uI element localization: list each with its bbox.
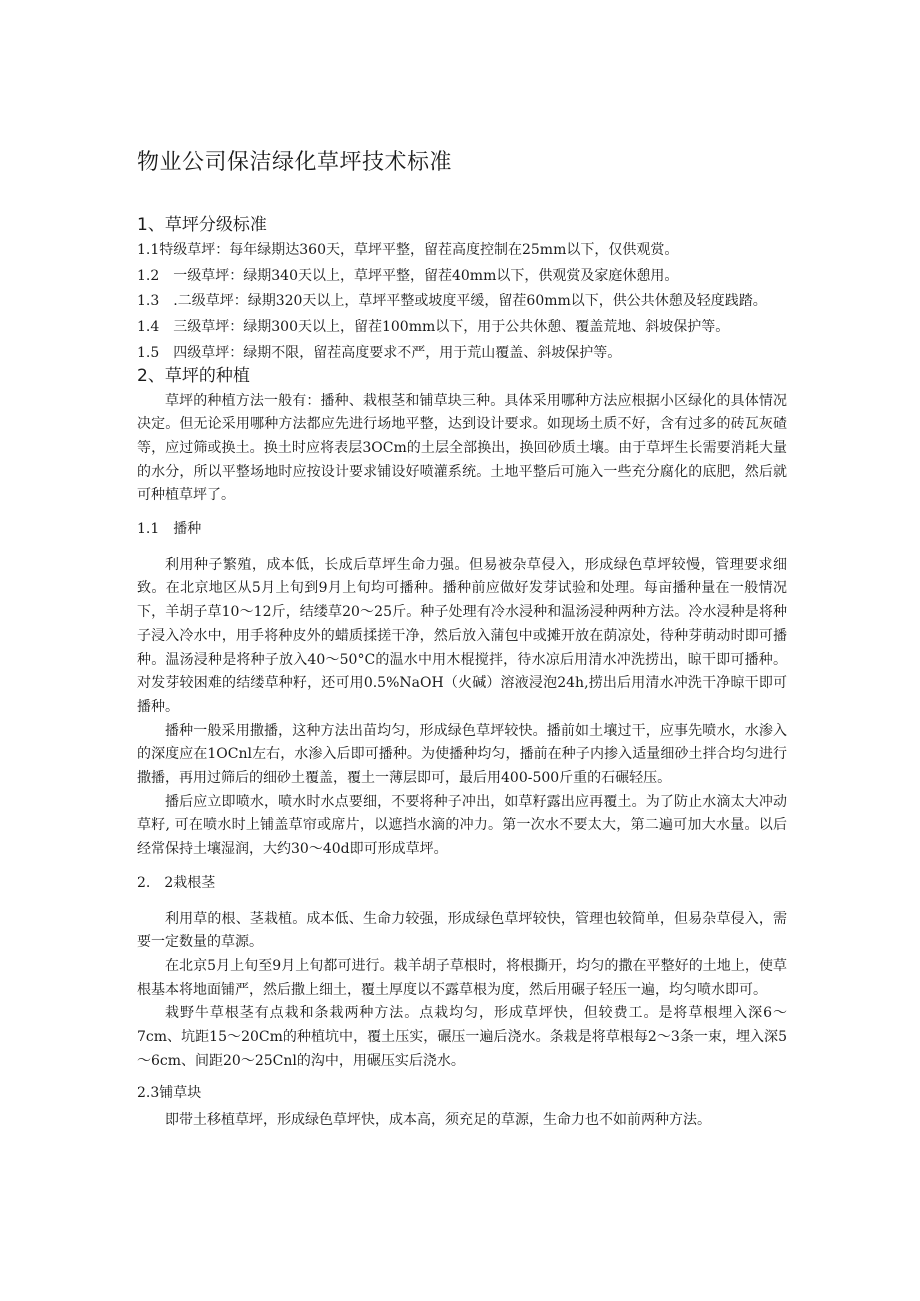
grade-item: 1.3 .二级草坪：绿期320天以上，草坪平整或坡度平缓，留茬60mm以下，供公共休憩及轻度践踏。 (137, 293, 767, 310)
rhizome-paragraph: 利用草的根、茎栽植。成本低、生命力较强，形成绿色草坪较快，管理也较简单，但易杂草侵入，需要一定数量的草源。 (137, 910, 787, 951)
subsection-heading-sod: 2.3铺草块 (137, 1084, 202, 1101)
grade-item: 1.1特级草坪：每年绿期达360天，草坪平整，留茬高度控制在25mm以下，仅供观赏。 (137, 242, 679, 258)
sod-paragraph: 即带土移植草坪，形成绿色草坪快，成本高，须充足的草源，生命力也不如前两种方法。 (165, 1112, 711, 1129)
subsection-heading-seeding: 1.1 播种 (137, 521, 202, 538)
document-title: 物业公司保洁绿化草坪技术标准 (137, 150, 453, 175)
planting-intro-paragraph: 草坪的种植方法一般有：播种、栽根茎和铺草块三种。具体采用哪种方法应根据小区绿化的具体情况决定。但无论采用哪种方法都应先进行场地平整，达到设计要求。如现场土质不好，含有过多的砖瓦灰碴等，应过筛或换土。换土时应将表层3OCm的土层全部换出，换回砂质土壤。由于草坪生长需要消耗大量的水分，所以平整场地时应按设计要求铺设好喷灌系统。土地平整后可施入一些充分腐化的底肥，然后就可种植草坪了。 (137, 392, 787, 504)
rhizome-paragraph: 栽野牛草根茎有点栽和条栽两种方法。点栽均匀，形成草坪快，但较费工。是将草根埋入深6～7cm、坑距15～20Cm的种植坑中，覆土压实，碾压一遍后浇水。条栽是将草根每2～3条一束，埋入深5～6cm、间距20～25Cnl的沟中，用碾压实后浇水。 (137, 1005, 787, 1069)
rhizome-paragraph: 在北京5月上旬至9月上旬都可进行。栽羊胡子草根时，将根撕开，均匀的撒在平整好的土地上，使草根基本将地面铺严，然后撒上细土，覆土厚度以不露草根为度，然后用碾子轻压一遍，均匀喷水即可。 (137, 957, 787, 998)
subsection-heading-rhizome: 2. 2栽根茎 (137, 874, 216, 891)
grade-item: 1.5 四级草坪：绿期不限，留茬高度要求不严，用于荒山覆盖、斜坡保护等。 (137, 344, 622, 361)
grade-item: 1.2 一级草坪：绿期340天以上，草坪平整，留茬40mm以下，供观赏及家庭休憩用。 (137, 267, 679, 284)
section-heading-planting: 2、草坪的种植 (137, 365, 250, 386)
seeding-paragraph: 播种一般采用撒播，这种方法出苗均匀，形成绿色草坪较快。播前如土壤过干，应事先喷水，水渗入的深度应在1OCnl左右，水渗入后即可播种。为使播种均匀，播前在种子内掺入适量细砂土拌合均匀进行撒播，再用过筛后的细砂土覆盖，覆土一薄层即可，最后用400-500斤重的石碾轻压。 (137, 722, 787, 787)
grade-item: 1.4 三级草坪：绿期300天以上，留茬100mm以下，用于公共休憩、覆盖荒地、斜坡保护等。 (137, 319, 730, 336)
seeding-paragraph: 利用种子繁殖，成本低，长成后草坪生命力强。但易被杂草侵入，形成绿色草坪较慢，管理要求细致。在北京地区从5月上旬到9月上旬均可播种。播种前应做好发芽试验和处理。每亩播种量在一般情况下，羊胡子草10～12斤，结缕草20～25斤。种子处理有冷水浸种和温汤浸种两种方法。冷水浸种是将种子浸入冷水中，用手将种皮外的蜡质揉搓干净，然后放入蒲包中或摊开放在荫凉处，待种芽萌动时即可播种。温汤浸种是将种子放入40～50°C的温水中用木棍搅拌，待水凉后用清水冲洗捞出，晾干即可播种。对发芽较困难的结缕草种籽，还可用0.5%NaOH（火碱）溶液浸泡24h,捞出后用清水冲洗干净晾干即可播种。 (137, 556, 787, 715)
section-heading-grading: 1、草坪分级标准 (137, 215, 267, 235)
seeding-paragraph: 播后应立即喷水，喷水时水点要细，不要将种子冲出，如草籽露出应再覆土。为了防止水滴太大冲动草籽, 可在喷水时上铺盖草帘或席片，以遮挡水滴的冲力。第一次水不要太大，第二遍可加大水量。以后经常保持土壤湿润，大约30～40d即可形成草坪。 (137, 793, 787, 858)
document-body (137, 213, 787, 1133)
